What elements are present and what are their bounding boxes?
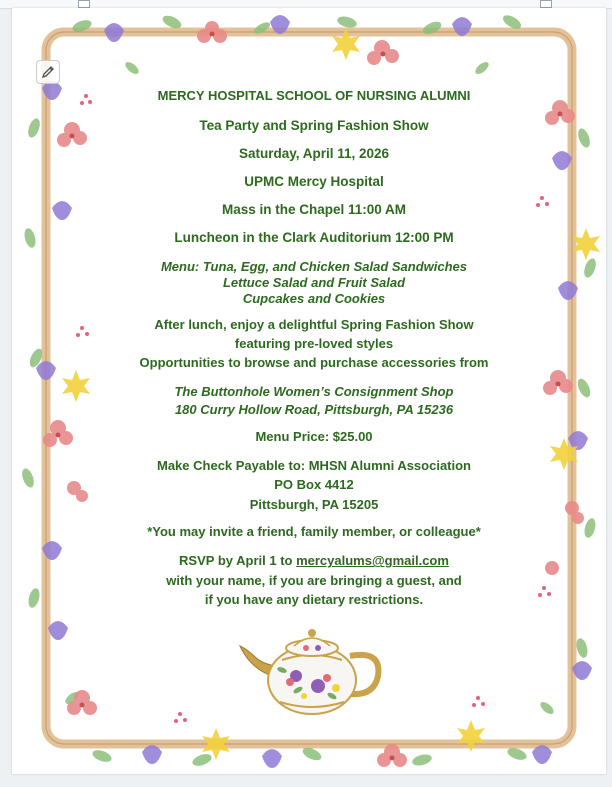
rsvp-prefix: RSVP by April 1 to xyxy=(179,553,297,569)
after-lunch-line-1: After lunch, enjoy a delightful Spring Fashion Show xyxy=(154,317,474,333)
fashion-show-block xyxy=(112,316,516,373)
teapot-illustration xyxy=(232,616,392,720)
shop-name: The Buttonhole Women’s Consignment Shop xyxy=(174,383,454,399)
page-handle-left[interactable] xyxy=(78,0,90,8)
rsvp-line-2: with your name, if you are bringing a guest, and xyxy=(166,572,462,588)
shop-block xyxy=(112,383,516,419)
pencil-edit-icon[interactable] xyxy=(36,60,60,84)
event-title: Tea Party and Spring Fashion Show xyxy=(199,118,429,134)
after-lunch-line-3: Opportunities to browse and purchase accessories from xyxy=(139,355,489,371)
event-venue: UPMC Mercy Hospital xyxy=(244,174,384,189)
rsvp-block xyxy=(112,551,516,610)
rsvp-line-1 xyxy=(112,551,516,571)
event-date: Saturday, April 11, 2026 xyxy=(238,146,390,162)
menu-price: Menu Price: $25.00 xyxy=(255,429,373,445)
po-box: PO Box 4412 xyxy=(274,477,354,493)
mass-time: Mass in the Chapel 11:00 AM xyxy=(221,201,407,217)
menu-line-2: Lettuce Salad and Fruit Salad xyxy=(222,274,406,290)
menu-block xyxy=(112,259,516,308)
payable-block xyxy=(112,456,516,515)
org-title: MERCY HOSPITAL SCHOOL OF NURSING ALUMNI xyxy=(157,88,471,103)
menu-line-1: Menu: Tuna, Egg, and Chicken Salad Sandwiches xyxy=(160,258,468,274)
rsvp-line-3: if you have any dietary restrictions. xyxy=(204,592,424,608)
menu-line-3: Cupcakes and Cookies xyxy=(242,291,386,307)
invite-note: *You may invite a friend, family member, or colleague* xyxy=(147,524,481,540)
rsvp-email-link[interactable]: mercyalums@gmail.com xyxy=(296,553,449,569)
city-zip: Pittsburgh, PA 15205 xyxy=(249,496,379,512)
luncheon-time: Luncheon in the Clark Auditorium 12:00 PM xyxy=(174,229,454,245)
flyer-content xyxy=(112,80,516,640)
after-lunch-line-2: featuring pre-loved styles xyxy=(234,336,394,352)
shop-address: 180 Curry Hollow Road, Pittsburgh, PA 15236 xyxy=(174,402,454,418)
flyer-page xyxy=(12,8,606,774)
page-handle-right[interactable] xyxy=(540,0,552,8)
payable-to: Make Check Payable to: MHSN Alumni Association xyxy=(157,457,471,473)
